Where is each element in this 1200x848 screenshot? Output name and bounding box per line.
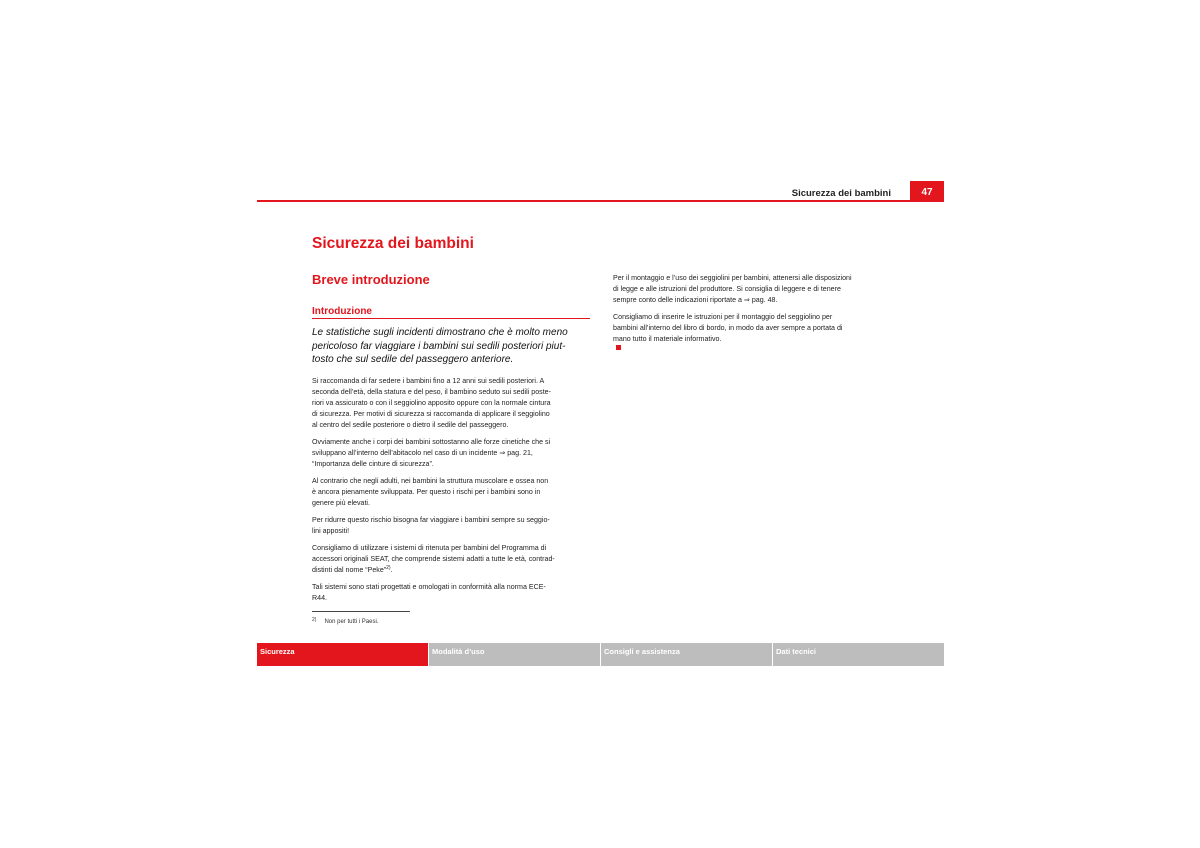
end-of-section-square-icon bbox=[616, 345, 621, 350]
running-header-title: Sicurezza dei bambini bbox=[791, 188, 891, 199]
text-line: bambini all’interno del libro di bordo, in modo da aver sempre a portata di bbox=[613, 324, 843, 333]
page-number: 47 bbox=[910, 181, 944, 201]
text-line: R44. bbox=[312, 594, 327, 603]
text-line: accessori originali SEAT, che comprende sistemi adatti a tutte le età, contrad- bbox=[312, 555, 555, 564]
text-line: seconda dell’età, della statura e del peso, il bambino seduto sui sedili poste- bbox=[312, 387, 551, 396]
lead-paragraph bbox=[312, 326, 592, 367]
text-line: Per ridurre questo rischio bisogna far viaggiare i bambini sempre su seggio- bbox=[312, 516, 550, 525]
body-paragraph bbox=[312, 476, 594, 509]
body-paragraph bbox=[312, 437, 594, 470]
section-title: Breve introduzione bbox=[312, 272, 430, 287]
peke-text: distinti dal nome “Peke” bbox=[312, 566, 387, 575]
last-line-text: mano tutto il materiale informativo. bbox=[613, 334, 722, 343]
footnote-text: Non per tutti i Paesi. bbox=[324, 619, 379, 625]
text-line: Tali sistemi sono stati progettati e omologati in conformità alla norma ECE- bbox=[312, 583, 546, 592]
nav-tab-consigli-assistenza[interactable]: Consigli e assistenza bbox=[601, 643, 772, 666]
lead-line: Le statistiche sugli incidenti dimostrano che è molto meno bbox=[312, 327, 568, 338]
body-paragraph bbox=[312, 376, 594, 431]
text-line: lini appositi! bbox=[312, 527, 350, 536]
text-line: Si raccomanda di far sedere i bambini fino a 12 anni sui sedili posteriori. A bbox=[312, 377, 545, 385]
text-line: Consigliamo di inserire le istruzioni per il montaggio del seggiolino per bbox=[613, 313, 833, 322]
body-paragraph bbox=[312, 543, 594, 576]
chapter-title: Sicurezza dei bambini bbox=[312, 235, 474, 252]
text-line[interactable]: sviluppano all’interno dell’abitacolo nel caso di un incidente ⇒ pag. 21, bbox=[312, 448, 533, 457]
subsection-title: Introduzione bbox=[312, 306, 372, 317]
text-line: di sicurezza. Per motivi di sicurezza si raccomanda di applicare il seggiolino bbox=[312, 409, 550, 418]
period: . bbox=[390, 566, 393, 575]
body-paragraph bbox=[613, 312, 895, 350]
nav-tab-sicurezza[interactable]: Sicurezza bbox=[257, 643, 428, 666]
footnote-reference[interactable]: 2) bbox=[386, 565, 391, 572]
header-rule bbox=[257, 200, 944, 202]
text-line: Ovviamente anche i corpi dei bambini sottostanno alle forze cinetiche che si bbox=[312, 437, 551, 446]
nav-tab-modalita-uso[interactable]: Modalità d’uso bbox=[429, 643, 600, 666]
left-column bbox=[312, 376, 594, 611]
text-line: è ancora pienamente sviluppata. Per questo i rischi per i bambini sono in bbox=[312, 487, 541, 496]
nav-tab-dati-tecnici[interactable]: Dati tecnici bbox=[773, 643, 944, 666]
text-line: riori va assicurato o con il seggiolino apposito oppure con la normale cintura bbox=[312, 398, 551, 407]
text-line: Consigliamo di utilizzare i sistemi di ritenuta per bambini del Programma di bbox=[312, 544, 547, 553]
text-line[interactable]: sempre conto delle indicazioni riportate a ⇒ pag. 48. bbox=[613, 295, 778, 304]
body-paragraph bbox=[312, 515, 594, 537]
subsection-rule bbox=[312, 318, 590, 319]
text-line: Al contrario che negli adulti, nei bambini la struttura muscolare e ossea non bbox=[312, 477, 549, 486]
footnote-mark: 2) bbox=[312, 617, 317, 623]
lead-line: tosto che sul sedile del passeggero anteriore. bbox=[312, 354, 514, 365]
text-line: Per il montaggio e l’uso dei seggiolini per bambini, attenersi alle disposizioni bbox=[613, 274, 852, 282]
footnote-rule bbox=[312, 611, 410, 612]
footnote bbox=[312, 617, 378, 625]
body-paragraph bbox=[312, 582, 594, 604]
body-paragraph bbox=[613, 273, 895, 306]
text-line[interactable]: “Importanza delle cinture di sicurezza”. bbox=[312, 459, 434, 468]
lead-line: pericoloso far viaggiare i bambini sui sedili posteriori piut- bbox=[312, 340, 566, 352]
text-line bbox=[613, 334, 895, 350]
text-line: al centro del sedile posteriore o dietro il sedile del passeggero. bbox=[312, 420, 509, 429]
text-line bbox=[312, 565, 594, 576]
text-line: genere più elevati. bbox=[312, 498, 370, 507]
text-line: di legge e alle istruzioni del produttore. Si consiglia di leggere e di tenere bbox=[613, 284, 841, 293]
right-column bbox=[613, 273, 895, 356]
